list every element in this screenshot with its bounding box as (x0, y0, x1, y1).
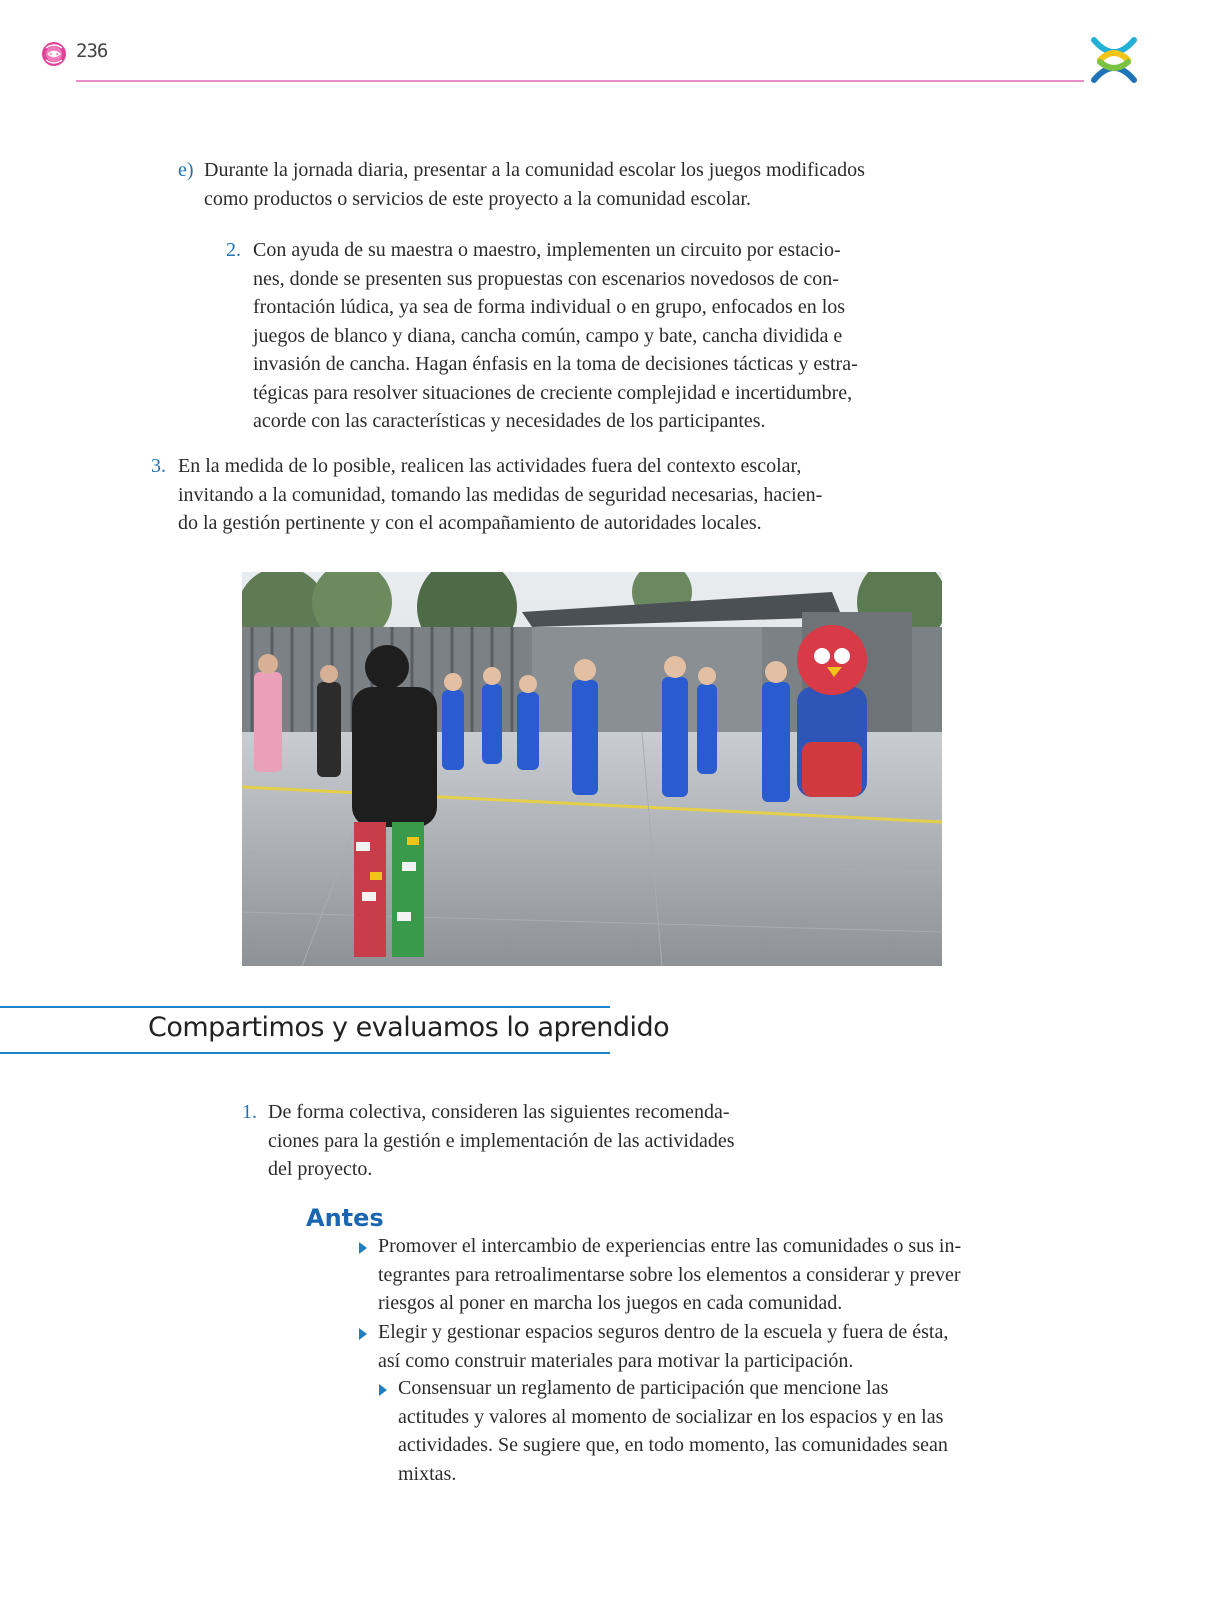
text-line: Con ayuda de su maestra o maestro, implementen un circuito por estacio- (253, 239, 841, 261)
text-line: invasión de cancha. Hagan énfasis en la toma de decisiones tácticas y estra- (253, 353, 858, 375)
section-rule-bottom (0, 1052, 610, 1054)
bullet-triangle-icon (359, 1328, 367, 1340)
text-line: actitudes y valores al momento de socializar en los espacios y en las (398, 1405, 944, 1428)
list-marker-2: 2. (226, 239, 241, 261)
text-line: tégicas para resolver situaciones de creciente complejidad e incertidumbre, (253, 381, 853, 404)
list-marker-3: 3. (151, 455, 166, 477)
text-line: juegos de blanco y diana, cancha común, campo y bate, cancha dividida e (253, 324, 843, 347)
text-line: así como construir materiales para motivar la participación. (378, 1349, 854, 1372)
text-line: mixtas. (398, 1462, 457, 1485)
text-line: Elegir y gestionar espacios seguros dentro de la escuela y fuera de ésta, (378, 1321, 949, 1343)
paragraph-item-3 (178, 452, 822, 538)
text-line: acorde con las características y necesidades de los participantes. (253, 410, 766, 432)
text-line: De forma colectiva, consideren las siguientes recomenda- (268, 1101, 730, 1123)
text-line: actividades. Se sugiere que, en todo momento, las comunidades sean (398, 1434, 948, 1456)
text-line: Promover el intercambio de experiencias entre las comunidades o sus in- (378, 1235, 962, 1257)
brand-logo-icon (1086, 34, 1142, 86)
text-line: Durante la jornada diaria, presentar a la comunidad escolar los juegos modificados (204, 159, 865, 181)
list-marker-e: e) (178, 159, 194, 181)
text-line: invitando a la comunidad, tomando las medidas de seguridad necesarias, hacien- (178, 483, 823, 506)
page-number: 236 (76, 40, 108, 62)
bullet-item-1 (378, 1232, 961, 1318)
section-rule-top (0, 1006, 610, 1008)
text-line: riesgos al poner en marcha los juegos en cada comunidad. (378, 1292, 843, 1314)
paragraph-item-e (204, 156, 865, 213)
bullet-item-2 (378, 1318, 948, 1375)
antes-heading: Antes (306, 1204, 384, 1232)
bullet-item-3 (398, 1374, 948, 1488)
text-line: frontación lúdica, ya sea de forma individual o en grupo, enfocados en los (253, 296, 846, 318)
text-line: como productos o servicios de este proyecto a la comunidad escolar. (204, 187, 752, 210)
text-line: ciones para la gestión e implementación de las actividades (268, 1129, 735, 1152)
students-activity-photo (242, 572, 942, 966)
text-line: nes, donde se presenten sus propuestas con escenarios novedosos de con- (253, 267, 839, 290)
header-divider (76, 80, 1084, 82)
text-line: Consensuar un reglamento de participación que mencione las (398, 1377, 889, 1399)
paragraph-step-1 (268, 1098, 735, 1184)
bullet-triangle-icon (379, 1384, 387, 1396)
section-title: Compartimos y evaluamos lo aprendido (148, 1012, 670, 1043)
text-line: del proyecto. (268, 1158, 373, 1180)
text-line: En la medida de lo posible, realicen las actividades fuera del contexto escolar, (178, 455, 802, 477)
text-line: do la gestión pertinente y con el acompañamiento de autoridades locales. (178, 512, 762, 534)
bullet-triangle-icon (359, 1242, 367, 1254)
paragraph-item-2 (253, 236, 858, 436)
flower-ornament-icon (40, 40, 68, 68)
list-marker-1: 1. (242, 1101, 257, 1123)
text-line: tegrantes para retroalimentarse sobre los elementos a considerar y prever (378, 1263, 961, 1286)
